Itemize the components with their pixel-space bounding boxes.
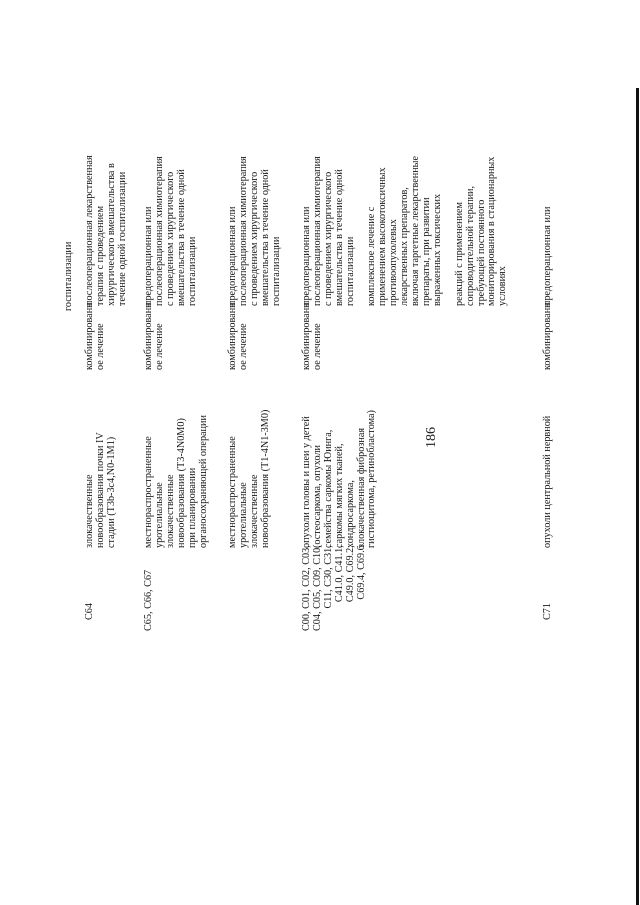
code-cell: C71 bbox=[542, 603, 553, 620]
method-cell: предоперационная или послеоперационная химиотерапия с проведением хирургического вмешательства в течение одной госпитализации bbox=[227, 156, 282, 306]
method-cell: предоперационная или послеоперационная химиотерапия с проведением хирургического вмешательства в течение одной госпитализации комплексное лечение с применением высокотоксичных противоопухолевых лекарственных препаратов, включая таргетные лекарственные препараты, при развитии выраженных токсических реакций с применением сопроводительной терапии, требующей постоянного мониторирования в стационарных условиях bbox=[301, 155, 509, 306]
method-cell: предоперационная или послеоперационная химиотерапия с проведением хирургического вмешательства в течение одной госпитализации bbox=[143, 156, 198, 306]
code-cell: C64 bbox=[84, 603, 95, 620]
treatment-type-cell: комбинированн ое лечение bbox=[227, 302, 249, 370]
method-cell: предоперационная или bbox=[542, 206, 553, 306]
diagnosis-cell: местнораспространенные уротелиальные злокачественные новообразования (T3-4N0M0) при планировании органосохраняющей операции bbox=[143, 415, 209, 548]
treatment-type-cell: комбинированн ое лечение bbox=[301, 302, 323, 370]
code-cell: C00, C01, C02, C03, C04, C05, C09, C10, C11, C30, C31, C41.0, C41.1, C49.0, C69.2, C69.4, C69.6 bbox=[301, 545, 367, 631]
method-cell: послеоперационная лекарственная терапия с проведением хирургического вмешательства в течение одной госпитализации bbox=[84, 155, 128, 306]
code-cell: C65, C66, C67 bbox=[143, 569, 154, 631]
treatment-type-cell: комбинированн ое лечение bbox=[143, 302, 165, 370]
diagnosis-cell: местнораспространенные уротелиальные злокачественные новообразования (T1-4N1-3M0) bbox=[227, 409, 271, 548]
treatment-type-cell: комбинированн ое лечение bbox=[84, 302, 106, 370]
page-number: 186 bbox=[424, 427, 439, 448]
diagnosis-cell: злокачественные новообразования почки IV стадии (T3b-3c4,N0-1M1) bbox=[84, 432, 117, 548]
treatment-type-cell: комбинированн bbox=[542, 302, 553, 370]
method-cell: госпитализации bbox=[63, 241, 74, 311]
diagnosis-cell: опухоли центральной нервной bbox=[542, 415, 553, 548]
diagnosis-cell: опухоли головы и шеи у детей (остеосаркома, опухоли семейства саркомы Юинга, саркомы мягких тканей, хондросаркома, злокачественная фиброзная гистиоцитома, ретинобластома) bbox=[301, 410, 378, 548]
